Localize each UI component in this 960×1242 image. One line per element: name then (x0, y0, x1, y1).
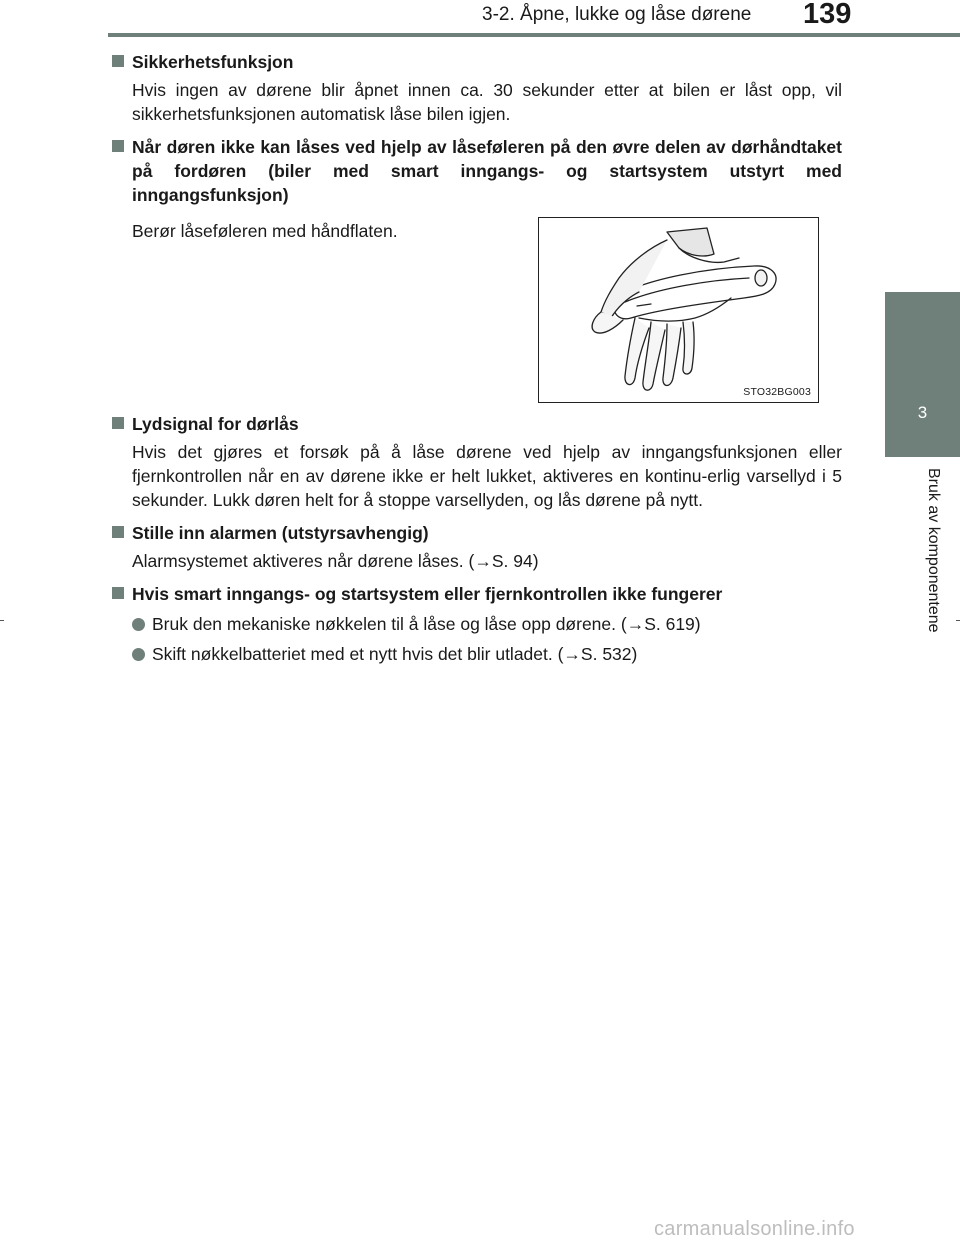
section-heading (112, 582, 842, 606)
section-alarm (112, 521, 842, 573)
illustration-row (112, 217, 842, 403)
square-bullet-icon (112, 140, 124, 152)
section-heading (112, 50, 842, 74)
round-bullet-icon (132, 618, 145, 631)
list-item-text: Skift nøkkelbatteriet med et nytt hvis det blir utladet. (→S. 532) (152, 644, 638, 664)
header-rule (108, 33, 960, 37)
watermark: carmanualsonline.info (654, 1218, 855, 1240)
heading-text: Når døren ikke kan låses ved hjelp av låseføleren på den øvre delen av dørhåndtaket på fordøren (biler med smart inngangs- og startsystem utstyrt med inngangsfunksjon) (132, 137, 842, 205)
list-item (112, 642, 842, 666)
square-bullet-icon (112, 587, 124, 599)
square-bullet-icon (112, 55, 124, 67)
list-item-text: Bruk den mekaniske nøkkelen til å låse og låse opp dørene. (→S. 619) (152, 614, 701, 634)
heading-text: Sikkerhetsfunksjon (132, 52, 294, 72)
section-heading (112, 412, 842, 436)
section-body: Berør låseføleren med håndflaten. (132, 221, 398, 241)
round-bullet-icon (132, 648, 145, 661)
hand-on-handle-drawing (539, 218, 818, 402)
chapter-tab (885, 292, 960, 457)
section-system-failure (112, 582, 842, 666)
square-bullet-icon (112, 417, 124, 429)
heading-text: Hvis smart inngangs- og startsystem eller fjernkontrollen ikke fungerer (132, 584, 723, 604)
section-heading (112, 521, 842, 545)
section-body: Alarmsystemet aktiveres når dørene låses. (→S. 94) (132, 551, 539, 571)
running-header: 3-2. Åpne, lukke og låse dørene (482, 4, 752, 25)
crop-mark-right (956, 620, 960, 621)
chapter-label: Bruk av komponentene (925, 468, 942, 633)
heading-text: Stille inn alarmen (utstyrsavhengig) (132, 523, 429, 543)
page-number: 139 (803, 0, 852, 30)
section-door-lock-signal (112, 412, 842, 512)
section-heading (112, 135, 842, 207)
page-content (112, 50, 842, 675)
crop-mark-left (0, 620, 4, 621)
chapter-number: 3 (917, 403, 928, 422)
figure-code: STO32BG003 (743, 386, 811, 398)
heading-text: Lydsignal for dørlås (132, 414, 299, 434)
section-body: Hvis ingen av dørene blir åpnet innen ca. 30 sekunder etter at bilen er låst opp, vil sikkerhetsfunksjonen automatisk låse bilen igjen. (132, 80, 842, 124)
list-item (112, 612, 842, 636)
square-bullet-icon (112, 526, 124, 538)
section-security (112, 50, 842, 126)
door-handle-illustration (538, 217, 819, 403)
section-body: Hvis det gjøres et forsøk på å låse dørene ved hjelp av inngangsfunksjonen eller fjernkontrollen når en av dørene ikke er helt lukket, aktiveres en kontinu-erlig varsellyd i 5 sekunder. Lukk døren helt for å stoppe varsellyden, og lås dørene på nytt. (132, 442, 842, 510)
section-lock-sensor (112, 135, 842, 403)
